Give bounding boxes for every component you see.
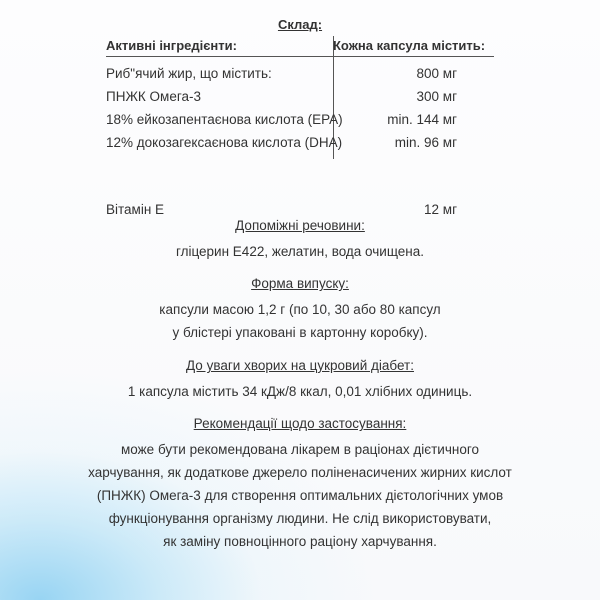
table-header [106,36,494,57]
ingredient-amount: 800 мг [416,66,457,81]
diabetes-line: 1 капсула містить 34 кДж/8 ккал, 0,01 хлібних одиниць. [127,384,473,399]
recommendations-heading: Рекомендації щодо застосування: [193,416,407,431]
diabetes-heading: До уваги хворих на цукровий діабет: [186,358,414,373]
ingredient-name: Вітамін Е [106,202,165,217]
excipients-heading: Допоміжні речовини: [235,218,365,233]
composition-table [106,36,494,217]
table-row [106,109,494,132]
table-row [106,63,494,86]
recommendations-line: може бути рекомендована лікарем в раціонах дієтичного [121,442,479,457]
recommendations-line: функціонування організму людини. Не слід використовувати, [108,511,492,526]
table-row [106,86,494,109]
form-heading: Форма випуску: [251,276,349,291]
recommendations-section [0,416,600,553]
ingredient-name: ПНЖК Омега-3 [106,89,201,104]
ingredient-amount: min. 144 мг [387,112,457,127]
recommendations-line: харчування, як додаткове джерело поліненасичених жирних кислот [88,465,512,480]
ingredient-name: 12% докозагексаєнова кислота (DHA) [106,135,343,150]
form-section [0,276,600,344]
header-ingredients: Активні інгредієнти: [106,38,237,53]
ingredient-amount: 300 мг [416,89,457,104]
ingredient-name: Риб"ячий жир, що містить: [106,66,272,81]
form-line: капсули масою 1,2 г (по 10, 30 або 80 капсул [159,302,441,317]
recommendations-line: як заміну повноцінного раціону харчування. [163,534,437,549]
ingredient-amount: min. 96 мг [394,135,457,150]
recommendations-line: (ПНЖК) Омега-3 для створення оптимальних дієтологічних умов [96,488,504,503]
composition-title: Склад: [277,17,323,32]
excipients-section [0,218,600,263]
form-line: у блістері упаковані в картонну коробку). [172,325,428,340]
excipients-line: гліцерин Е422, желатин, вода очищена. [175,244,425,259]
ingredient-name: 18% ейкозапентаєнова кислота (EPA) [106,112,343,127]
header-amount: Кожна капсула містить: [333,38,486,53]
diabetes-section [0,358,600,403]
ingredient-amount: 12 мг [424,202,457,217]
table-row [106,132,494,155]
